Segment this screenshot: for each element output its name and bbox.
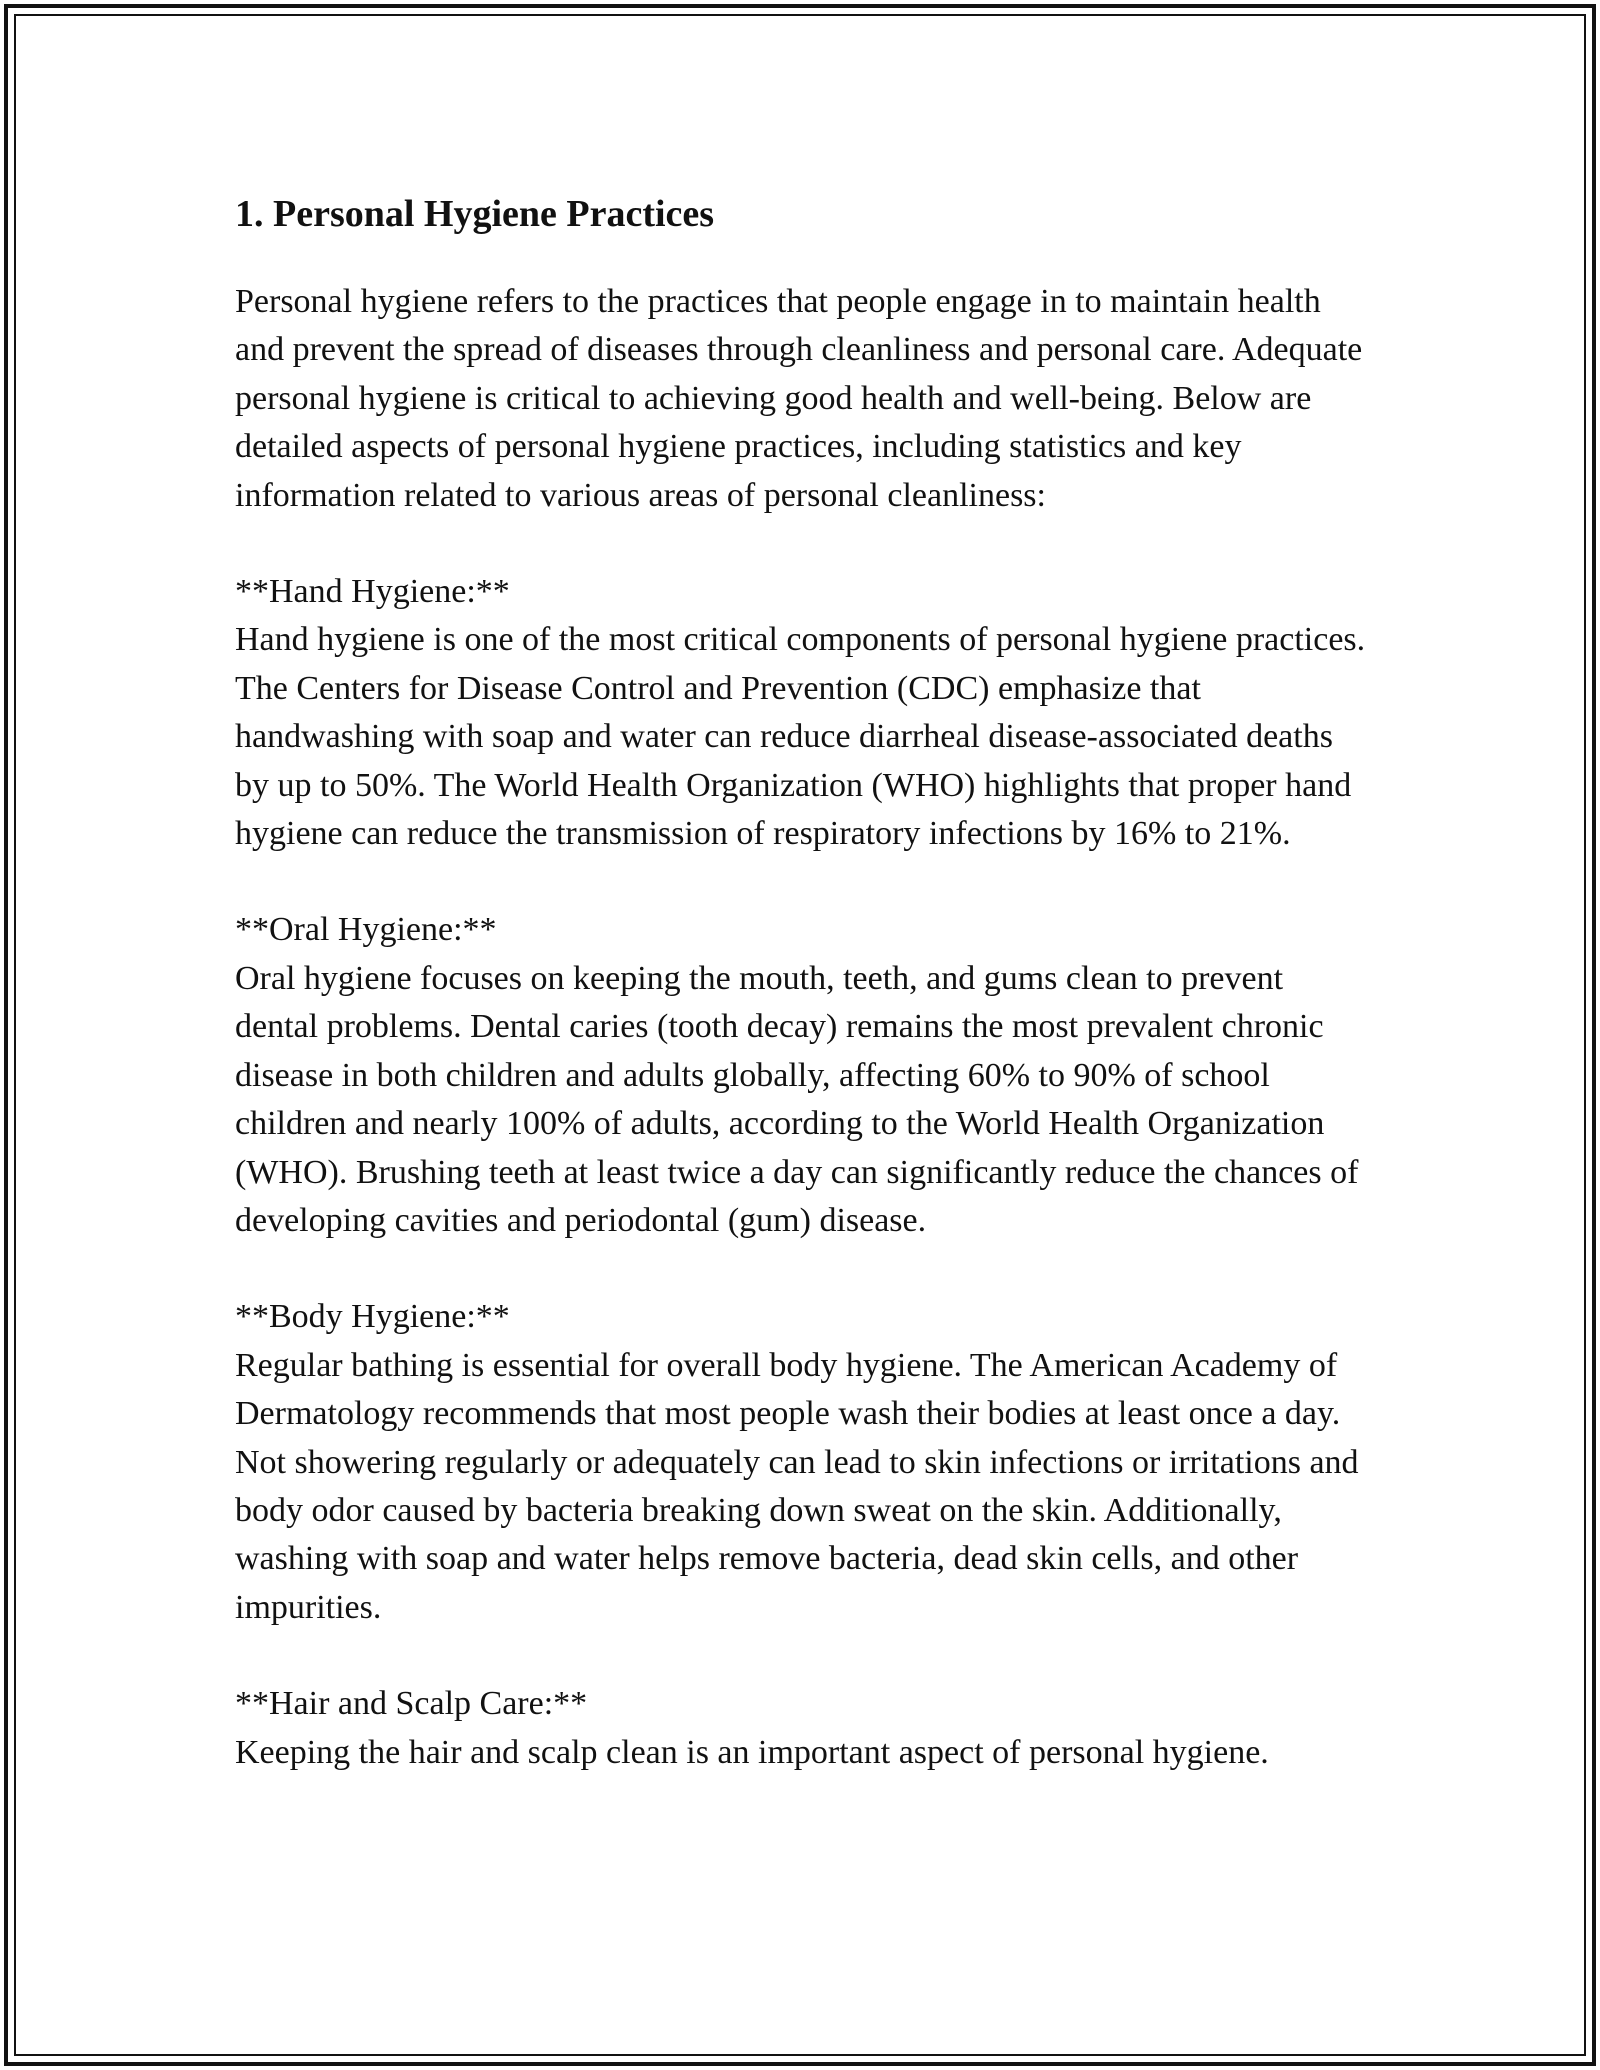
section-hair-scalp-care [235,1680,1370,1777]
section-oral-hygiene [235,906,1370,1245]
document-title: 1. Personal Hygiene Practices [235,193,715,235]
section-heading: **Hand Hygiene:** [235,573,510,611]
section-body: Oral hygiene focuses on keeping the mouth, teeth, and gums clean to prevent dental problems. Dental caries (tooth decay) remains the most prevalent chronic disease in both children and adults globally, affecting 60% to 90% of school children and nearly 100% of adults, according to the World Health Organization (WHO). Brushing teeth at least twice a day can significantly reduce the chances of developing cavities and periodontal (gum) disease. [235,959,1359,1239]
section-heading: **Oral Hygiene:** [235,911,497,949]
section-body-hygiene [235,1293,1370,1632]
section-hand-hygiene [235,568,1370,858]
intro-paragraph: Personal hygiene refers to the practices that people engage in to maintain health and prevent the spread of diseases through cleanliness and personal care. Adequate personal hygiene is critical to achieving good health and well-being. Below are detailed aspects of personal hygiene practices, including statistics and key information related to various areas of personal cleanliness: [235,283,1363,514]
document-content [235,186,1370,1825]
section-body: Regular bathing is essential for overall body hygiene. The American Academy of Dermatology recommends that most people wash their bodies at least once a day. Not showering regularly or adequately can lead to skin infections or irritations and body odor caused by bacteria breaking down sweat on the skin. Additionally, washing with soap and water helps remove bacteria, dead skin cells, and other impurities. [235,1346,1359,1626]
section-heading: **Hair and Scalp Care:** [235,1685,588,1723]
section-body: Hand hygiene is one of the most critical components of personal hygiene practices. The Centers for Disease Control and Prevention (CDC) emphasize that handwashing with soap and water can reduce diarrheal disease-associated deaths by up to 50%. The World Health Organization (WHO) highlights that proper hand hygiene can reduce the transmission of respiratory infections by 16% to 21%. [235,621,1366,853]
section-body: Keeping the hair and scalp clean is an important aspect of personal hygiene. [235,1733,1269,1771]
section-heading: **Body Hygiene:** [235,1298,510,1336]
